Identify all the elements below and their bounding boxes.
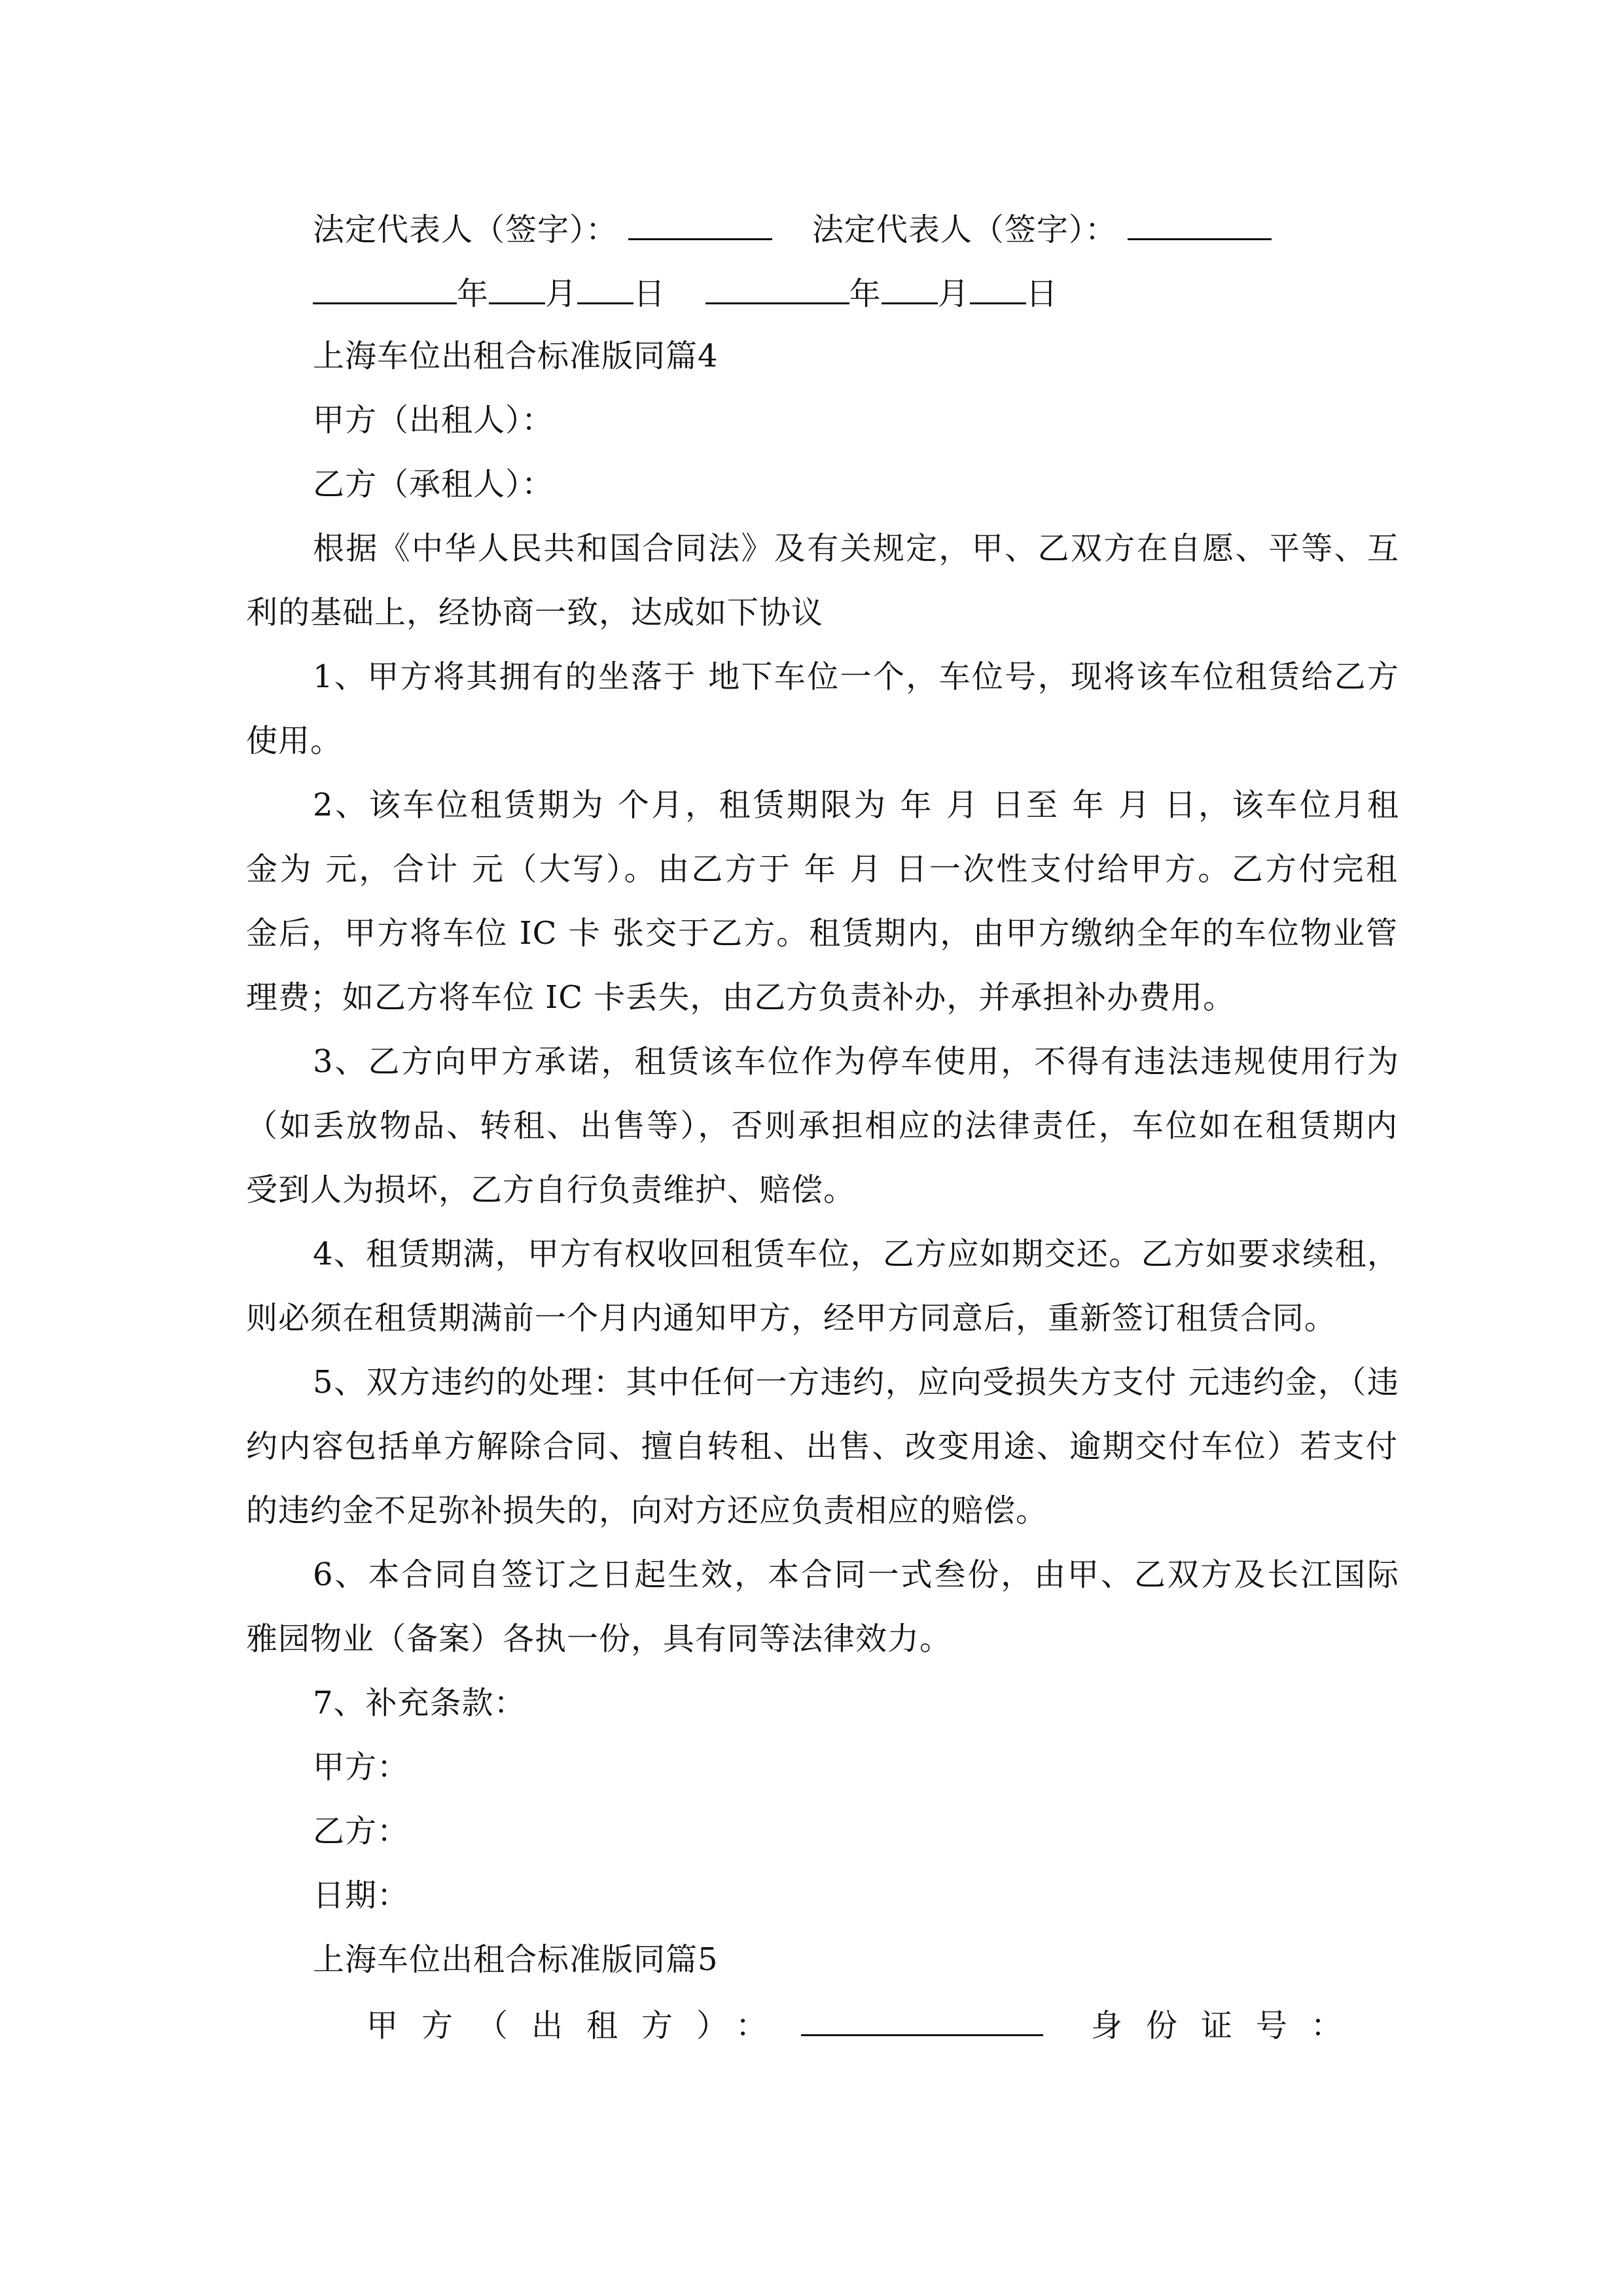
clause4-line-2: 则必须在租赁期满前一个月内通知甲方，经甲方同意后，重新签订租赁合同。	[246, 1300, 1337, 1336]
year-blank-left	[313, 272, 457, 304]
id-number-label: 身份证号：	[1090, 2007, 1366, 2044]
day-label-left: 日	[633, 276, 666, 312]
day-blank-right	[970, 272, 1026, 304]
sign-party-b: 乙方：	[313, 1813, 410, 1850]
intro-line-2: 利的基础上，经协商一致，达成如下协议	[246, 594, 824, 631]
year-blank-right	[705, 272, 849, 304]
clause3-line-1: 3、乙方向甲方承诺，租赁该车位作为停车使用，不得有违法违规使用行为	[313, 1043, 1399, 1080]
clause5-line-1: 5、双方违约的处理：其中任何一方违约，应向受损失方支付 元违约金，（违	[313, 1364, 1399, 1401]
clause2-line-1: 2、该车位租赁期为 个月，租赁期限为 年 月 日至 年 月 日，该车位月租	[313, 787, 1399, 823]
clause6-line-1: 6、本合同自签订之日起生效，本合同一式叁份，由甲、乙双方及长江国际	[313, 1556, 1399, 1593]
clause1-line-2: 使用。	[246, 723, 343, 759]
month-label-left: 月	[545, 276, 578, 312]
clause5-line-2: 约内容包括单方解除合同、擅自转租、出售、改变用途、逾期交付车位）若支付	[246, 1428, 1398, 1465]
legal-rep-label-right: 法定代表人（签字）：	[812, 211, 1117, 248]
signature-blank-right	[1128, 208, 1272, 240]
year-label-left: 年	[457, 276, 490, 312]
legal-rep-label-left: 法定代表人（签字）：	[313, 211, 618, 248]
party-a-lessor-label: 甲方（出租方）：	[366, 2007, 791, 2044]
clause2-line-3: 金后，甲方将车位 IC 卡 张交于乙方。租赁期内，由甲方缴纳全年的车位物业管	[246, 915, 1398, 952]
sign-party-a: 甲方：	[313, 1749, 410, 1785]
clause5-line-3: 的违约金不足弥补损失的，向对方还应负责相应的赔偿。	[246, 1492, 1048, 1529]
section5-party-a-row	[366, 2004, 1374, 2045]
party-b-lessee: 乙方（承租人）：	[313, 466, 554, 503]
sign-date: 日期：	[313, 1877, 410, 1914]
date-row	[313, 272, 1399, 314]
month-label-right: 月	[937, 276, 970, 312]
section5-title: 上海车位出租合标准版同篇5	[313, 1941, 719, 1978]
month-blank-right	[882, 272, 938, 304]
clause2-line-4: 理费；如乙方将车位 IC 卡丢失，由乙方负责补办，并承担补办费用。	[246, 979, 1236, 1016]
signature-blank-left	[628, 208, 772, 240]
clause1-line-1: 1、甲方将其拥有的坐落于 地下车位一个，车位号，现将该车位租赁给乙方	[313, 658, 1399, 695]
day-label-right: 日	[1026, 276, 1058, 312]
clause6-line-2: 雅园物业（备案）各执一份，具有同等法律效力。	[246, 1621, 952, 1657]
party-a-lessor: 甲方（出租人）：	[313, 402, 554, 439]
party-a-name-blank	[801, 2004, 1043, 2036]
clause4-line-1: 4、租赁期满，甲方有权收回租赁车位，乙方应如期交还。乙方如要求续租，	[313, 1236, 1399, 1272]
month-blank-left	[489, 272, 545, 304]
clause3-line-2: （如丢放物品、转租、出售等），否则承担相应的法律责任，车位如在租赁期内	[246, 1107, 1398, 1144]
year-label-right: 年	[849, 276, 882, 312]
clause2-line-2: 金为 元，合计 元（大写）。由乙方于 年 月 日一次性支付给甲方。乙方付完租	[246, 851, 1398, 888]
clause7-supplementary: 7、补充条款：	[313, 1685, 526, 1721]
section4-title: 上海车位出租合标准版同篇4	[313, 338, 719, 374]
signature-row	[313, 208, 1399, 249]
clause3-line-3: 受到人为损坏，乙方自行负责维护、赔偿。	[246, 1172, 856, 1208]
intro-line-1: 根据《中华人民共和国合同法》及有关规定，甲、乙双方在自愿、平等、互	[313, 530, 1399, 567]
day-blank-left	[577, 272, 633, 304]
